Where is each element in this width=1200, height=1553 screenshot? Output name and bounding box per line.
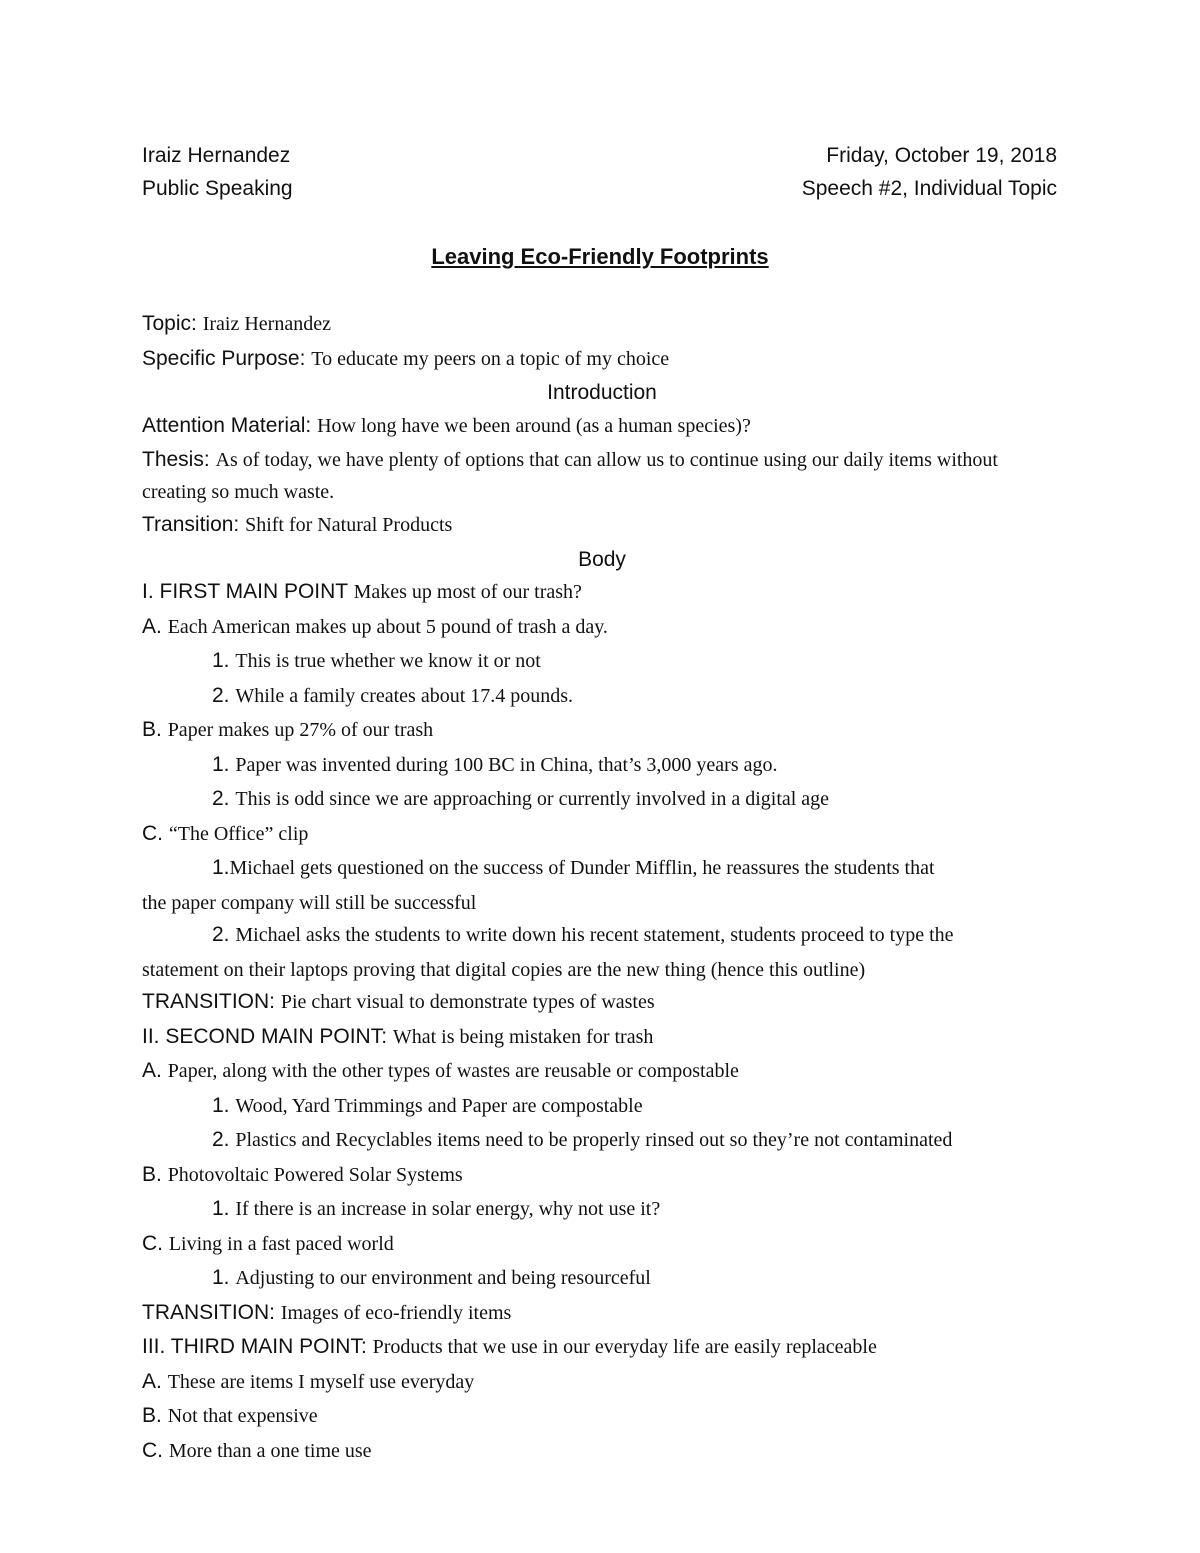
point-1b2-line xyxy=(142,783,1062,818)
point-1c-label: C. xyxy=(142,821,169,845)
point-1c2-text: Michael asks the students to write down his recent statement, students proceed to type the xyxy=(235,924,954,946)
transition-3-label: TRANSITION: xyxy=(142,1300,281,1324)
header-row-2 xyxy=(142,177,1057,201)
transition-1-text: Shift for Natural Products xyxy=(245,514,453,536)
point-2a1-label: 1. xyxy=(212,1093,236,1117)
point-2c-label: C. xyxy=(142,1231,169,1255)
point-2a2-line xyxy=(142,1124,1062,1159)
transition-2-line xyxy=(142,986,1062,1021)
point-3-line xyxy=(142,1331,1062,1366)
point-1a1-text: This is true whether we know it or not xyxy=(235,650,541,672)
point-2-line xyxy=(142,1021,1062,1056)
point-2-text: What is being mistaken for trash xyxy=(392,1025,654,1048)
point-1b-label: B. xyxy=(142,718,168,741)
point-2c1-label: 1. xyxy=(212,1266,236,1289)
point-1-line xyxy=(142,576,1062,611)
point-1a2-label: 2. xyxy=(212,683,236,707)
point-3c-line xyxy=(142,1435,1062,1470)
point-1a1-label: 1. xyxy=(212,649,236,672)
purpose-label: Specific Purpose: xyxy=(142,346,312,370)
point-1a2-line xyxy=(142,680,1062,715)
topic-line xyxy=(142,308,1062,343)
point-1c1-text: Michael gets questioned on the success of Dunder Mifflin, he reassures the students that xyxy=(229,857,935,879)
assignment: Speech #2, Individual Topic xyxy=(801,177,1057,200)
point-1c2-label: 2. xyxy=(212,923,236,946)
point-2a1-text: Wood, Yard Trimmings and Paper are compostable xyxy=(235,1094,643,1117)
point-1c2-line xyxy=(142,919,1062,954)
attention-line xyxy=(142,410,1062,445)
point-2a-text: Paper, along with the other types of wastes are reusable or compostable xyxy=(167,1060,739,1082)
transition-1-label: Transition: xyxy=(142,513,246,536)
point-2-label: II. SECOND MAIN POINT: xyxy=(142,1024,393,1048)
point-3b-label: B. xyxy=(142,1404,168,1427)
point-3c-text: More than a one time use xyxy=(168,1439,372,1462)
point-1c1-continuation: the paper company will still be successful xyxy=(142,891,477,914)
point-3-text: Products that we use in our everyday life are easily replaceable xyxy=(372,1336,877,1358)
topic-label: Topic: xyxy=(142,312,203,335)
point-1a2-text: While a family creates about 17.4 pounds. xyxy=(235,684,574,707)
attention-label: Attention Material: xyxy=(142,413,318,437)
point-1c-text: “The Office” clip xyxy=(168,822,309,845)
purpose-line xyxy=(142,343,1062,378)
transition-2-text: Pie chart visual to demonstrate types of wastes xyxy=(280,991,655,1013)
point-1c-line xyxy=(142,818,1062,853)
point-2a2-text: Plastics and Recyclables items need to be properly rinsed out so they’re not contaminated xyxy=(235,1129,953,1151)
point-1a-label: A. xyxy=(142,614,168,638)
point-2c-text: Living in a fast paced world xyxy=(168,1232,394,1255)
point-2a1-line xyxy=(142,1090,1062,1125)
point-2b1-label: 1. xyxy=(212,1197,236,1220)
point-3b-line xyxy=(142,1400,1062,1435)
point-2b-line xyxy=(142,1159,1062,1194)
point-1c1-label: 1. xyxy=(212,856,230,879)
point-2c1-line xyxy=(142,1262,1062,1297)
transition-1-line xyxy=(142,509,1062,544)
purpose-text: To educate my peers on a topic of my choice xyxy=(311,347,670,370)
point-1a-line xyxy=(142,611,1062,646)
point-2c-line xyxy=(142,1228,1062,1263)
thesis-line xyxy=(142,444,1062,509)
point-1a1-line xyxy=(142,645,1062,680)
point-2b-text: Photovoltaic Powered Solar Systems xyxy=(167,1163,463,1186)
transition-3-line xyxy=(142,1297,1062,1332)
point-1-label: I. FIRST MAIN POINT xyxy=(142,580,354,603)
point-2b1-text: If there is an increase in solar energy, why not use it? xyxy=(235,1198,661,1220)
header-row-1 xyxy=(142,144,1057,168)
point-1b2-label: 2. xyxy=(212,787,236,810)
point-1b2-text: This is odd since we are approaching or currently involved in a digital age xyxy=(235,788,830,810)
point-1a-text: Each American makes up about 5 pound of trash a day. xyxy=(167,615,608,638)
point-1b1-text: Paper was invented during 100 BC in China, that’s 3,000 years ago. xyxy=(235,753,778,776)
course-name: Public Speaking xyxy=(142,177,293,200)
document-title: Leaving Eco-Friendly Footprints xyxy=(431,244,769,269)
point-3a-line xyxy=(142,1366,1062,1401)
point-3b-text: Not that expensive xyxy=(167,1405,318,1427)
point-1-text: Makes up most of our trash? xyxy=(353,581,582,603)
point-3a-label: A. xyxy=(142,1369,168,1393)
date: Friday, October 19, 2018 xyxy=(826,144,1057,167)
point-1b-line xyxy=(142,714,1062,749)
point-1c2-continuation: statement on their laptops proving that digital copies are the new thing (hence this outline) xyxy=(142,958,866,981)
point-1c1-line xyxy=(142,852,1062,887)
topic-text: Iraiz Hernandez xyxy=(202,313,331,335)
point-1b1-label: 1. xyxy=(212,752,236,776)
point-2a2-label: 2. xyxy=(212,1128,236,1151)
point-2b-label: B. xyxy=(142,1162,168,1186)
point-3c-label: C. xyxy=(142,1438,169,1462)
speech-outline xyxy=(142,308,1062,1469)
point-3a-text: These are items I myself use everyday xyxy=(167,1370,475,1393)
attention-text: How long have we been around (as a human species)? xyxy=(317,414,751,437)
point-1b-text: Paper makes up 27% of our trash xyxy=(167,719,434,741)
point-1b1-line xyxy=(142,749,1062,784)
thesis-text: As of today, we have plenty of options that can allow us to continue using our daily items without creating so much waste. xyxy=(142,449,998,503)
transition-2-label: TRANSITION: xyxy=(142,990,281,1013)
introduction-heading: Introduction xyxy=(547,381,657,404)
point-2a-line xyxy=(142,1055,1062,1090)
transition-3-text: Images of eco-friendly items xyxy=(280,1301,512,1324)
thesis-label: Thesis: xyxy=(142,448,216,471)
body-heading: Body xyxy=(578,547,626,571)
point-2c1-text: Adjusting to our environment and being resourceful xyxy=(235,1267,651,1289)
point-2b1-line xyxy=(142,1193,1062,1228)
point-3-label: III. THIRD MAIN POINT: xyxy=(142,1335,373,1358)
author-name: Iraiz Hernandez xyxy=(142,144,291,167)
point-2a-label: A. xyxy=(142,1059,168,1082)
